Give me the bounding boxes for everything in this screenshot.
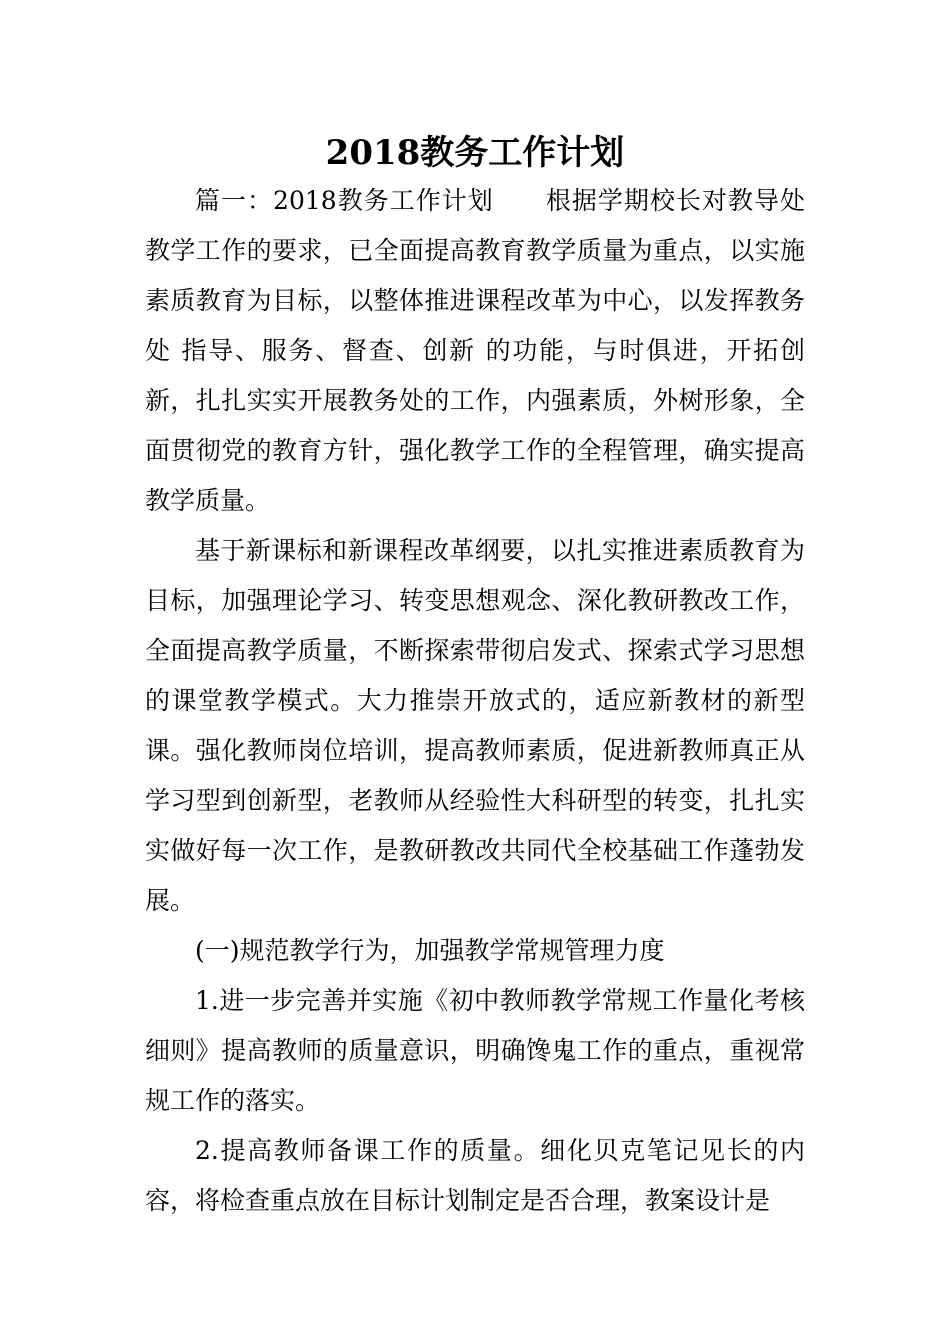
document-title: 2018教务工作计划 <box>325 133 625 173</box>
paragraph-goals: 基于新课标和新课程改革纲要，以扎实推进素质教育为目标，加强理论学习、转变思想观念、深化教研教改工作，全面提高教学质量，不断探索带彻启发式、探索式学习思想的课堂教学模式。大力推崇开放式的，适应新教材的新型课。强化教师岗位培训，提高教师素质，促进新教师真正从学习型到创新型，老教师从经验性大科研型的转变，扎扎实实做好每一次工作，是教研教改共同代全校基础工作蓬勃发展。 <box>145 536 805 915</box>
list-item-1: 1.进一步完善并实施《初中教师教学常规工作量化考核细则》提高教师的质量意识，明确馋鬼工作的重点，重视常规工作的落实。 <box>145 986 805 1115</box>
document-body <box>145 176 805 1226</box>
section-heading-1: (一)规范教学行为，加强教学常规管理力度 <box>195 936 665 965</box>
list-item-2: 2.提高教师备课工作的质量。细化贝克笔记见长的内容，将检查重点放在目标计划制定是否合理，教案设计是 <box>145 1136 805 1215</box>
paragraph-intro: 篇一：2018教务工作计划 根据学期校长对教导处教学工作的要求，已全面提高教育教学质量为重点，以实施素质教育为目标，以整体推进课程改革为中心，以发挥教务处 指导、服务、督查、创新 的功能，与时俱进，开拓创新，扎扎实实开展教务处的工作，内强素质，外树形象，全面贯彻党的教育方针，强化教学工作的全程管理，确实提高教学质量。 <box>145 186 805 515</box>
